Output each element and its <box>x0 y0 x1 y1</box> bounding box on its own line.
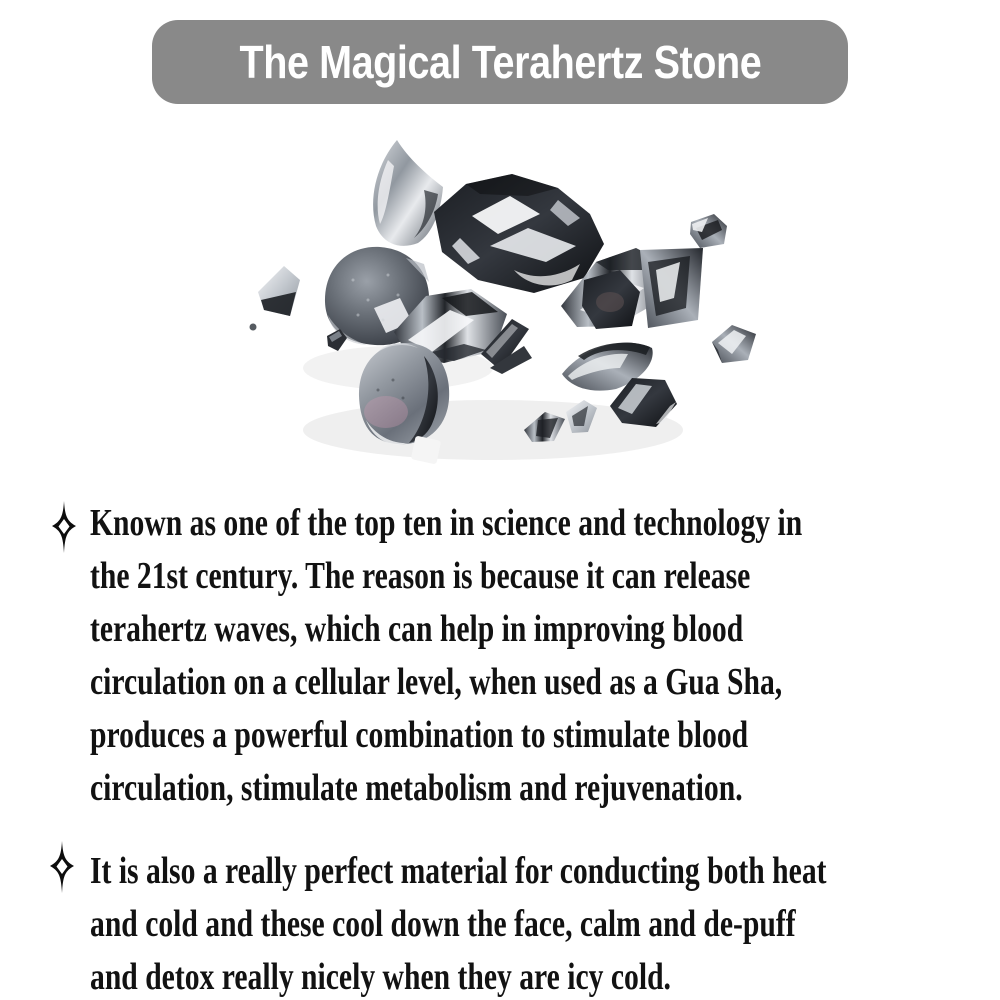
paragraph-line: terahertz waves, which can help in improving blood <box>90 608 744 650</box>
paragraph-line: Known as one of the top ten in science and technology in <box>90 502 803 544</box>
paragraph-line: produces a powerful combination to stimulate blood <box>90 714 749 756</box>
title-banner <box>152 20 848 104</box>
paragraph-text <box>90 497 1000 815</box>
paragraph-text <box>90 845 1000 1000</box>
stone-shard <box>712 325 756 363</box>
paragraph-line: and detox really nicely when they are icy cold. <box>90 956 671 998</box>
stone-shard <box>690 214 727 248</box>
stone-image <box>228 126 788 474</box>
paragraph-line: circulation on a cellular level, when used as a Gua Sha, <box>90 661 783 703</box>
stone-shard <box>434 174 604 293</box>
four-point-star-icon <box>51 500 77 554</box>
page-title: The Magical Terahertz Stone <box>239 36 761 88</box>
paragraph-line: the 21st century. The reason is because it can release <box>90 555 751 597</box>
four-point-star-icon <box>49 840 75 894</box>
stone-shard <box>373 140 443 246</box>
paragraph-line: and cold and these cool down the face, calm and de-puff <box>90 903 796 945</box>
stone-shard <box>250 266 301 331</box>
paragraph-line: circulation, stimulate metabolism and rejuvenation. <box>90 767 743 809</box>
terahertz-stones-photo <box>228 126 788 474</box>
paragraph-line: It is also a really perfect material for conducting both heat <box>90 850 827 892</box>
